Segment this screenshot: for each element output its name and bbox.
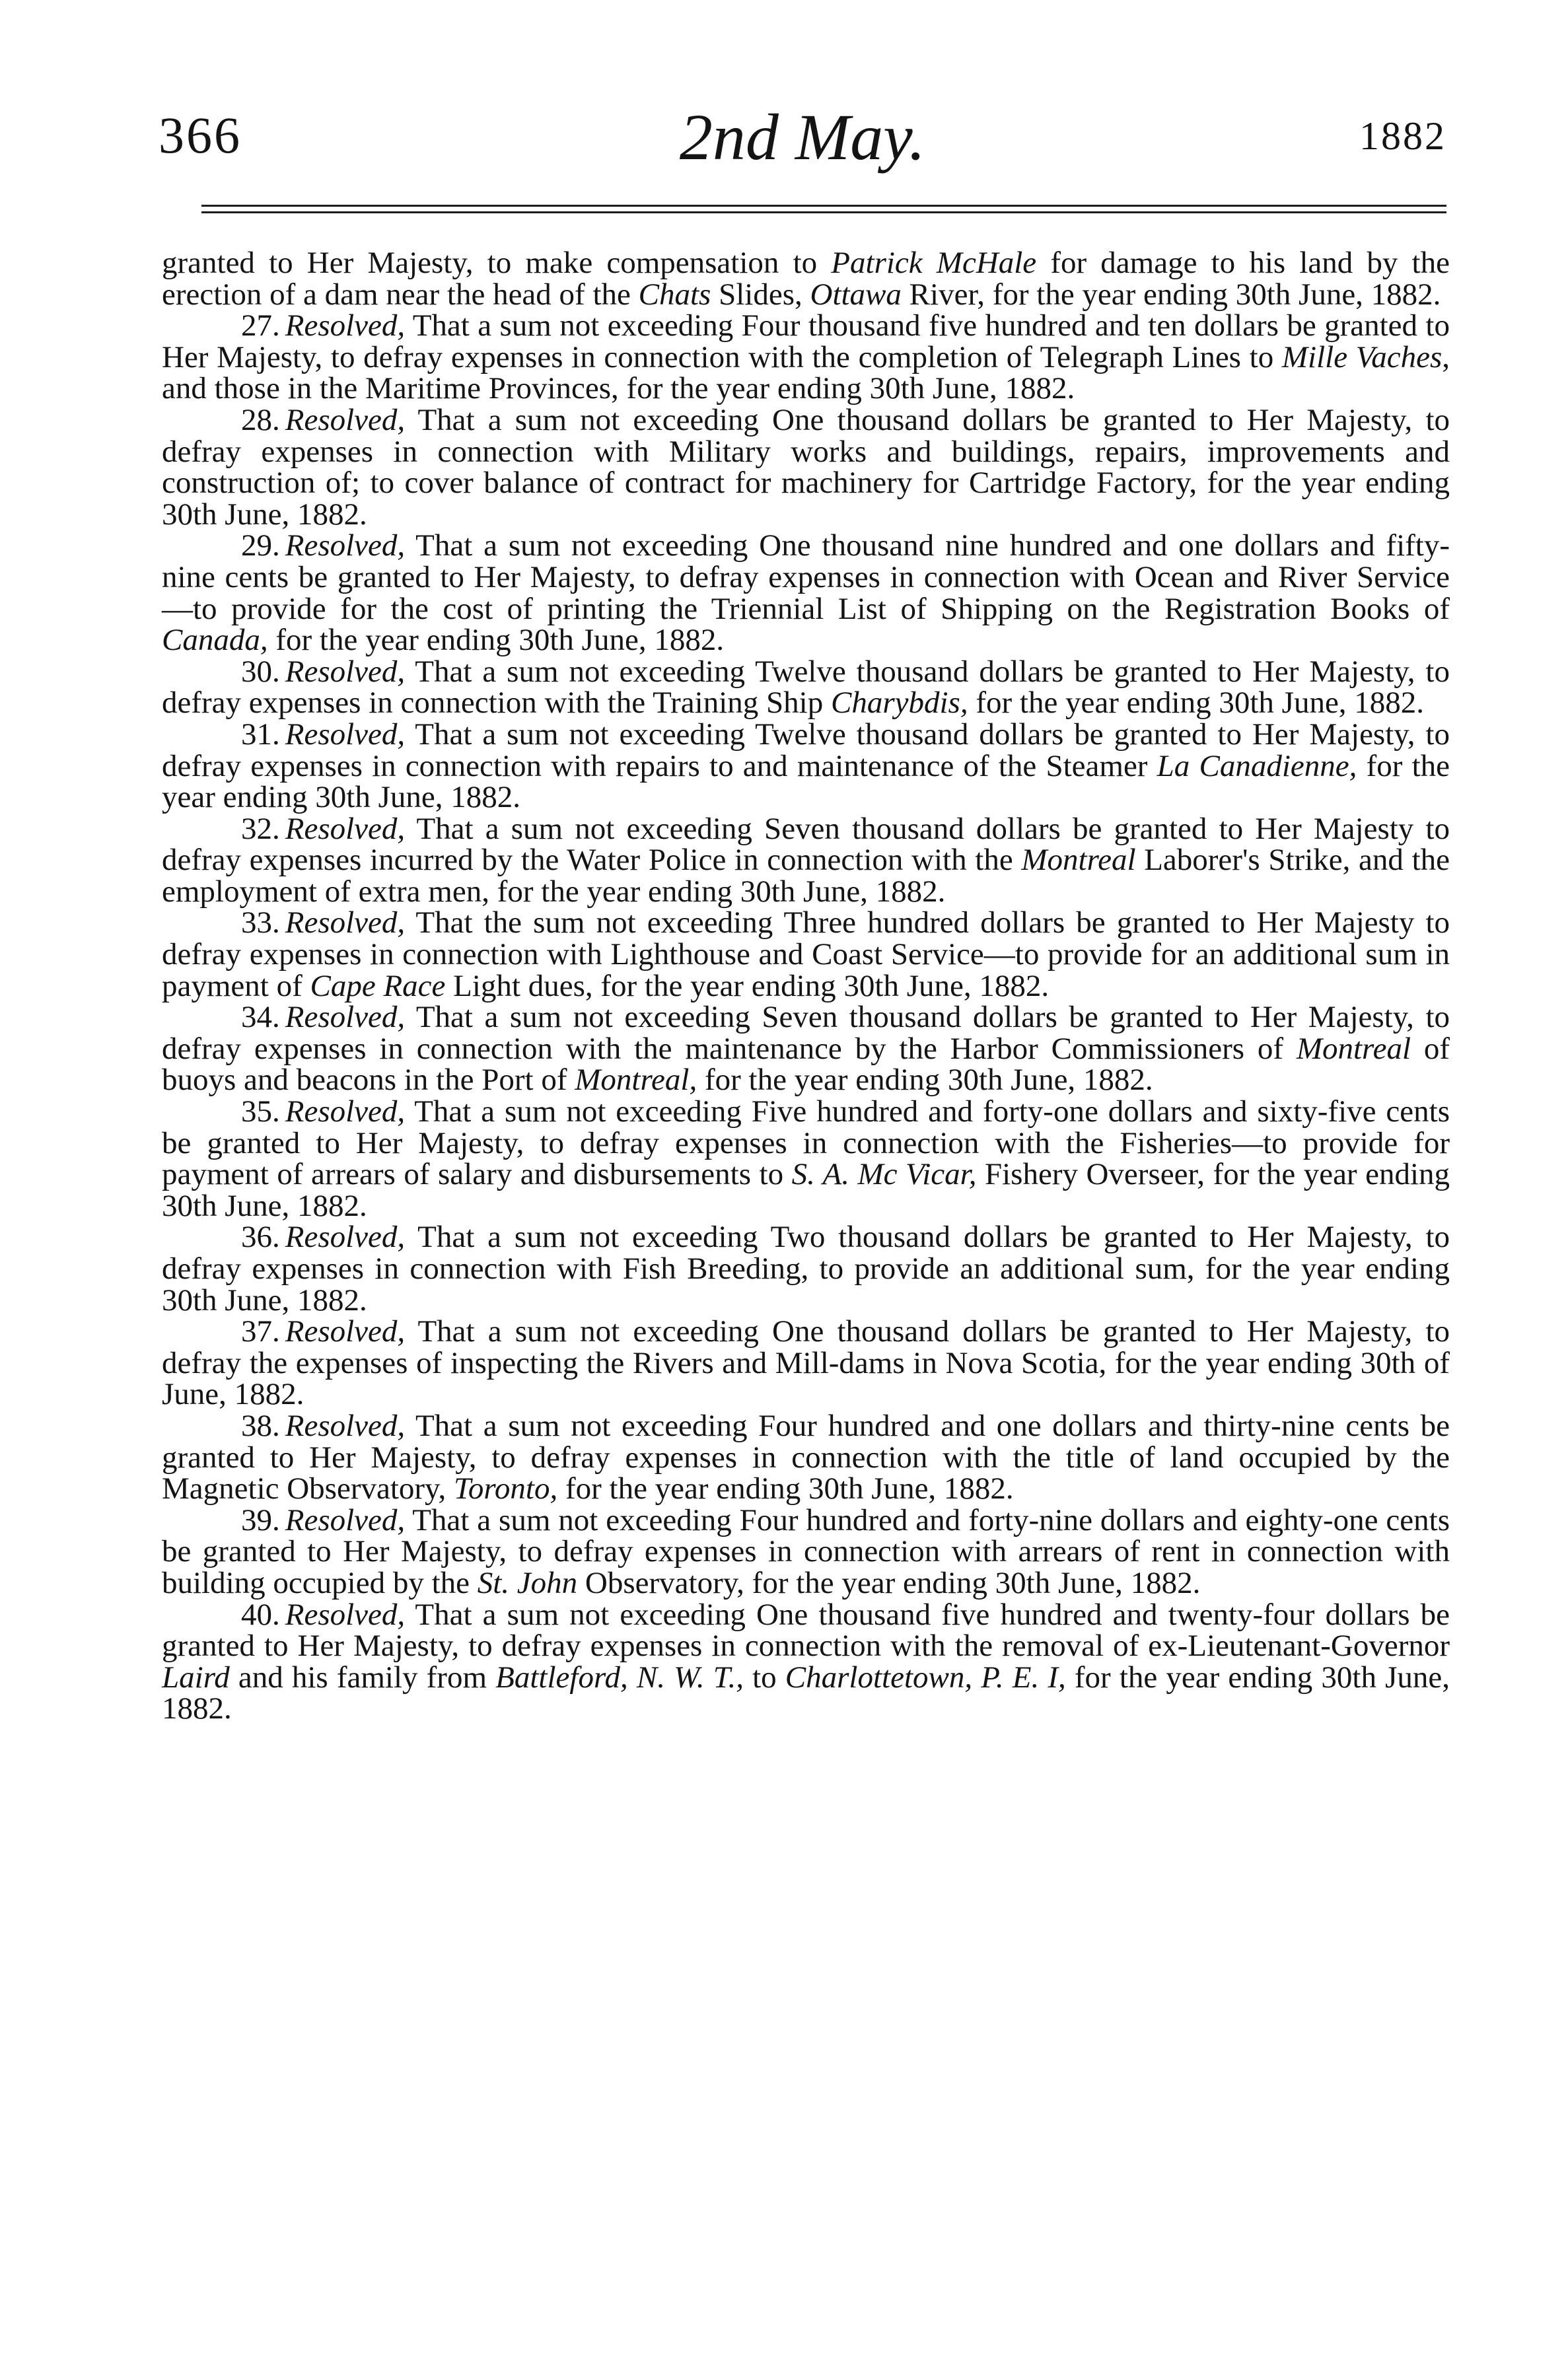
resolution-text: That a sum not exceeding Five hundred and forty-one dollars and sixty-five cents be granted to Her Majesty, to defray expenses in connection with the Fisheries—to provide for payment of arrears of salary and disbursements to S. A. Mc Vicar, Fishery Overseer, for the year ending 30th June, 1882. (162, 1094, 1450, 1223)
resolution-number: 27. (241, 308, 280, 343)
resolved-lead: Resolved, (285, 1314, 406, 1349)
resolved-lead: Resolved, (285, 811, 406, 846)
resolution-text: That a sum not exceeding Four hundred and forty-nine dollars and eighty-one cents be granted to Her Majesty, to defray expenses in connection with arrears of rent in connection with building occupied by the St. John Observatory, for the year ending 30th June, 1882. (162, 1502, 1450, 1600)
resolution-text: granted to Her Majesty, to make compensation to Patrick McHale for damage to his land by the erection of a dam near the head of the Chats Slides, Ottawa River, for the year ending 30th June, 1882. (162, 246, 1450, 312)
resolved-lead: Resolved, (285, 717, 406, 752)
resolution-paragraph (162, 530, 1450, 656)
header-rule-line (201, 211, 1446, 213)
resolution-text: That a sum not exceeding One thousand dollars be granted to Her Majesty, to defray expenses in connection with Military works and buildings, repairs, improvements and construction of; to cover balance of contract for machinery for Cartridge Factory, for the year ending 30th June, 1882. (162, 402, 1450, 532)
resolution-number: 40. (241, 1597, 280, 1632)
resolution-text: That a sum not exceeding Seven thousand dollars be granted to Her Majesty, to defray expenses in connection with the maintenance by the Harbor Commissioners of Montreal of buoys and beacons in the Port of Montreal, for the year ending 30th June, 1882. (162, 1000, 1450, 1098)
resolution-paragraph (162, 1096, 1450, 1222)
resolved-lead: Resolved, (285, 654, 406, 689)
resolution-number: 30. (241, 654, 280, 689)
resolved-lead: Resolved, (285, 1094, 406, 1129)
running-title: 2nd May. (679, 100, 926, 174)
resolution-paragraph (162, 1316, 1450, 1411)
page-number: 366 (159, 106, 242, 164)
resolved-lead: Resolved, (285, 1502, 406, 1537)
page-header (159, 99, 1446, 178)
resolution-paragraph (162, 1502, 1450, 1600)
resolution-paragraph (162, 402, 1450, 532)
resolution-number: 29. (241, 528, 280, 563)
resolution-paragraph (162, 310, 1450, 405)
resolution-text: That a sum not exceeding One thousand nine hundred and one dollars and fifty-nine cents be granted to Her Majesty, to defray expenses in connection with Ocean and River Service—to provide for the cost of printing the Triennial List of Shipping on the Registration Books of Canada, for the year ending 30th June, 1882. (162, 528, 1450, 658)
resolution-paragraph (162, 1597, 1450, 1726)
resolved-lead: Resolved, (285, 905, 406, 940)
resolution-number: 38. (241, 1408, 280, 1443)
resolution-number: 39. (241, 1502, 280, 1537)
resolutions-body (162, 248, 1450, 1725)
resolution-paragraph (162, 719, 1450, 814)
resolved-lead: Resolved, (285, 1220, 406, 1255)
resolution-number: 36. (241, 1220, 280, 1255)
resolution-text: That the sum not exceeding Three hundred dollars be granted to Her Majesty to defray expenses in connection with Lighthouse and Coast Service—to provide for an additional sum in payment of Cape Race Light dues, for the year ending 30th June, 1882. (162, 905, 1450, 1003)
resolution-paragraph (162, 907, 1450, 1002)
resolved-lead: Resolved, (285, 1408, 406, 1443)
resolution-text: That a sum not exceeding Seven thousand dollars be granted to Her Majesty to defray expenses incurred by the Water Police in connection with the Montreal Laborer's Strike, and the employment of extra men, for the year ending 30th June, 1882. (162, 811, 1450, 909)
continued-paragraph (162, 248, 1450, 310)
resolved-lead: Resolved, (285, 402, 406, 437)
resolution-number: 32. (241, 811, 280, 846)
resolution-paragraph (162, 1408, 1450, 1506)
resolved-lead: Resolved, (285, 1000, 406, 1035)
resolution-paragraph (162, 1222, 1450, 1316)
resolution-paragraph (162, 656, 1450, 719)
header-rule-line (201, 205, 1446, 207)
resolution-number: 33. (241, 905, 280, 940)
resolved-lead: Resolved, (285, 308, 406, 343)
resolution-text: That a sum not exceeding Twelve thousand dollars be granted to Her Majesty, to defray expenses in connection with the Training Ship Charybdis, for the year ending 30th June, 1882. (162, 654, 1450, 721)
resolution-paragraph (162, 811, 1450, 909)
resolution-number: 35. (241, 1094, 280, 1129)
resolution-number: 28. (241, 402, 280, 437)
resolution-paragraph (162, 1002, 1450, 1096)
resolution-text: That a sum not exceeding Two thousand dollars be granted to Her Majesty, to defray expenses in connection with Fish Breeding, to provide an additional sum, for the year ending 30th June, 1882. (162, 1220, 1450, 1318)
resolution-text: That a sum not exceeding Twelve thousand dollars be granted to Her Majesty, to defray expenses in connection with repairs to and maintenance of the Steamer La Canadienne, for the year ending 30th June, 1882. (162, 717, 1450, 815)
resolution-text: That a sum not exceeding Four thousand five hundred and ten dollars be granted to Her Majesty, to defray expenses in connection with the completion of Telegraph Lines to Mille Vaches, and those in the Maritime Provinces, for the year ending 30th June, 1882. (162, 308, 1450, 406)
resolution-number: 31. (241, 717, 280, 752)
resolved-lead: Resolved, (285, 528, 406, 563)
resolution-text: That a sum not exceeding One thousand five hundred and twenty-four dollars be granted to Her Majesty, to defray expenses in connection with the removal of ex-Lieutenant-Governor Laird and his family from Battleford, N. W. T., to Charlottetown, P. E. I, for the year ending 30th June, 1882. (162, 1597, 1450, 1726)
resolution-number: 37. (241, 1314, 280, 1349)
resolution-text: That a sum not exceeding Four hundred and one dollars and thirty-nine cents be granted to Her Majesty, to defray expenses in connection with the title of land occupied by the Magnetic Observatory, Toronto, for the year ending 30th June, 1882. (162, 1408, 1450, 1506)
header-double-rule (201, 205, 1446, 213)
resolution-text: That a sum not exceeding One thousand dollars be granted to Her Majesty, to defray the expenses of inspecting the Rivers and Mill-dams in Nova Scotia, for the year ending 30th of June, 1882. (162, 1314, 1450, 1412)
resolution-number: 34. (241, 1000, 280, 1035)
resolved-lead: Resolved, (285, 1597, 406, 1632)
header-year: 1882 (1359, 114, 1446, 158)
